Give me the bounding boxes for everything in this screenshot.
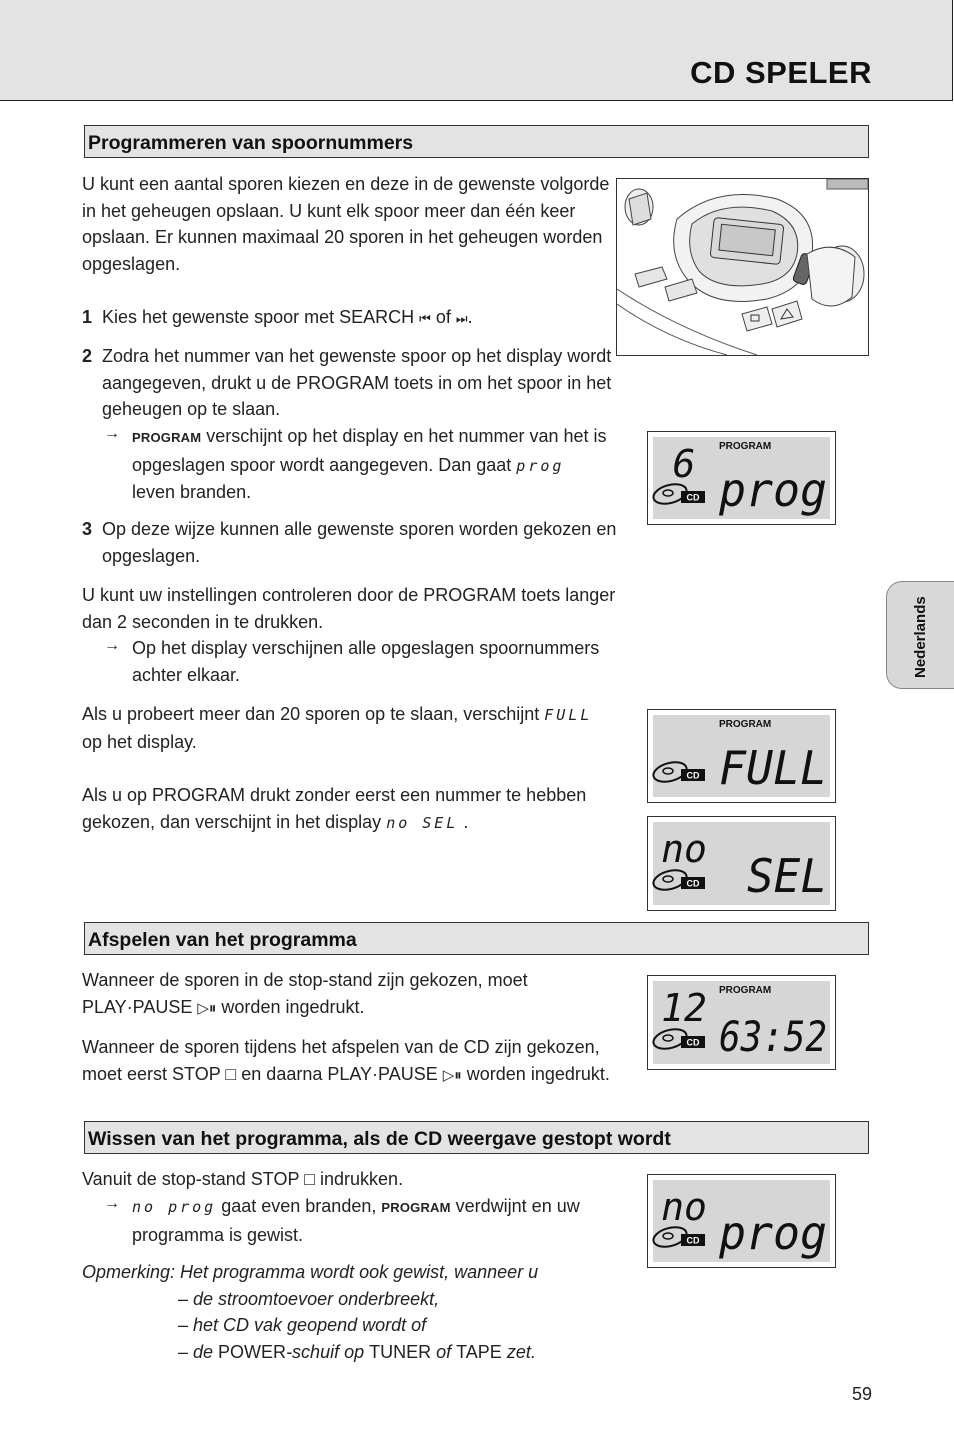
cd-label: CD bbox=[686, 1037, 700, 1048]
lcd-glyph-noprog: no prog bbox=[132, 1198, 217, 1216]
program-indicator: PROGRAM bbox=[719, 719, 772, 730]
play-pause-icon: ▷⏸ bbox=[442, 1066, 462, 1084]
erase-paragraph: Vanuit de stop-stand STOP □ indrukken. bbox=[82, 1169, 404, 1189]
step-number: 2 bbox=[82, 346, 93, 366]
lcd-segment-area bbox=[648, 976, 835, 1069]
section-heading-wissen: Wissen van het programma, als de CD weergave gestopt wordt bbox=[84, 1121, 869, 1154]
arrow-icon: → bbox=[104, 1195, 120, 1212]
step-2-result: → PROGRAM verschijnt op het display en het nummer van het is opgeslagen spoor wordt aangegeven. Dan gaat prog leven branden. bbox=[132, 423, 622, 506]
lcd-track-number: no bbox=[661, 827, 707, 871]
lcd-main-text: prog bbox=[718, 463, 827, 517]
lcd-display-time bbox=[647, 975, 836, 1070]
lcd-track-number: no bbox=[661, 1185, 707, 1229]
lcd-display-prog bbox=[647, 431, 836, 525]
program-indicator: PROGRAM bbox=[719, 985, 772, 996]
language-side-tab bbox=[886, 581, 954, 689]
previous-track-icon: ⏮ bbox=[419, 311, 431, 326]
next-track-icon: ⏭ bbox=[455, 311, 468, 326]
step-number: 1 bbox=[82, 307, 93, 327]
lcd-segment-area bbox=[648, 1175, 835, 1267]
check-paragraph: U kunt uw instellingen controleren door de PROGRAM toets langer dan 2 seconden in te drukken. bbox=[82, 585, 616, 632]
lcd-display-nosel bbox=[647, 816, 836, 911]
lcd-segment-area bbox=[648, 710, 835, 802]
intro-paragraph: U kunt een aantal sporen kiezen en deze in de gewenste volgorde in het geheugen opslaan. U kunt elk spoor meer dan één keer opslaan. Er kunnen maximaal 20 sporen in het geheugen worden opgeslagen. bbox=[82, 174, 610, 275]
stop-icon: □ bbox=[304, 1169, 316, 1189]
lcd-main-text: prog bbox=[718, 1206, 827, 1260]
erase-remark: Opmerking: Het programma wordt ook gewist, wanneer u – de stroomtoevoer onderbreekt, – het CD vak geopend wordt of – de POWER-schuif op TUNER of TAPE zet. bbox=[82, 1262, 539, 1363]
section-heading-afspelen: Afspelen van het programma bbox=[84, 922, 869, 955]
cd-label: CD bbox=[686, 492, 700, 503]
lcd-track-number: 6 bbox=[672, 442, 696, 486]
play-paragraph-1: Wanneer de sporen in de stop-stand zijn gekozen, moet PLAY·PAUSE ▷⏸ worden ingedrukt. bbox=[82, 970, 528, 1017]
cd-label: CD bbox=[686, 1235, 700, 1246]
lcd-main-text: 63:52 bbox=[719, 1012, 827, 1061]
step-3: 3 Op deze wijze kunnen alle gewenste sporen worden gekozen en opgeslagen. bbox=[102, 516, 617, 569]
device-illustration bbox=[616, 178, 869, 356]
stop-icon: □ bbox=[225, 1063, 237, 1084]
cd-label: CD bbox=[686, 878, 700, 889]
play-pause-icon: ▷⏸ bbox=[197, 999, 217, 1017]
step-1: 1 Kies het gewenste spoor met SEARCH ⏮ of ⏭. bbox=[102, 304, 612, 333]
lcd-glyph-full: FULL bbox=[544, 706, 593, 724]
lcd-glyph-prog: prog bbox=[516, 456, 565, 475]
lcd-display-noprog bbox=[647, 1174, 836, 1268]
erase-result: → no prog gaat even branden, PROGRAM verdwijnt en uw programma is gewist. bbox=[132, 1193, 622, 1248]
page-title: CD SPELER bbox=[690, 55, 872, 90]
step-2: 2 Zodra het nummer van het gewenste spoor op het display wordt aangegeven, drukt u de PROGRAM toets in om het spoor in het geheugen op te slaan. bbox=[102, 343, 617, 423]
language-label: Nederlands bbox=[912, 596, 929, 678]
page-number: 59 bbox=[852, 1384, 873, 1404]
lcd-display-full bbox=[647, 709, 836, 803]
play-paragraph-2: Wanneer de sporen tijdens het afspelen van de CD zijn gekozen, moet eerst STOP □ en daarna PLAY·PAUSE ▷⏸ worden ingedrukt. bbox=[82, 1037, 610, 1084]
lcd-main-text: FULL bbox=[719, 741, 827, 795]
full-note: Als u probeert meer dan 20 sporen op te slaan, verschijnt FULL op het display. bbox=[82, 704, 593, 752]
program-indicator: PROGRAM bbox=[719, 441, 772, 452]
cd-label: CD bbox=[686, 770, 700, 781]
lcd-segment-area bbox=[648, 817, 835, 910]
arrow-icon: → bbox=[104, 425, 120, 442]
check-result: → Op het display verschijnen alle opgeslagen spoornummers achter elkaar. bbox=[132, 635, 622, 688]
section-heading-programmeren: Programmeren van spoornummers bbox=[84, 125, 869, 158]
nosel-note: Als u op PROGRAM drukt zonder eerst een nummer te hebben gekozen, dan verschijnt in het display no SEL . bbox=[82, 785, 587, 832]
lcd-glyph-nosel: no SEL bbox=[386, 813, 459, 832]
arrow-icon: → bbox=[104, 637, 120, 654]
lcd-main-text: SEL bbox=[747, 849, 827, 903]
lcd-segment-area bbox=[648, 432, 835, 524]
lcd-track-number: 12 bbox=[661, 986, 707, 1030]
cd-player-drawing-icon bbox=[617, 179, 868, 355]
step-number: 3 bbox=[82, 519, 93, 539]
